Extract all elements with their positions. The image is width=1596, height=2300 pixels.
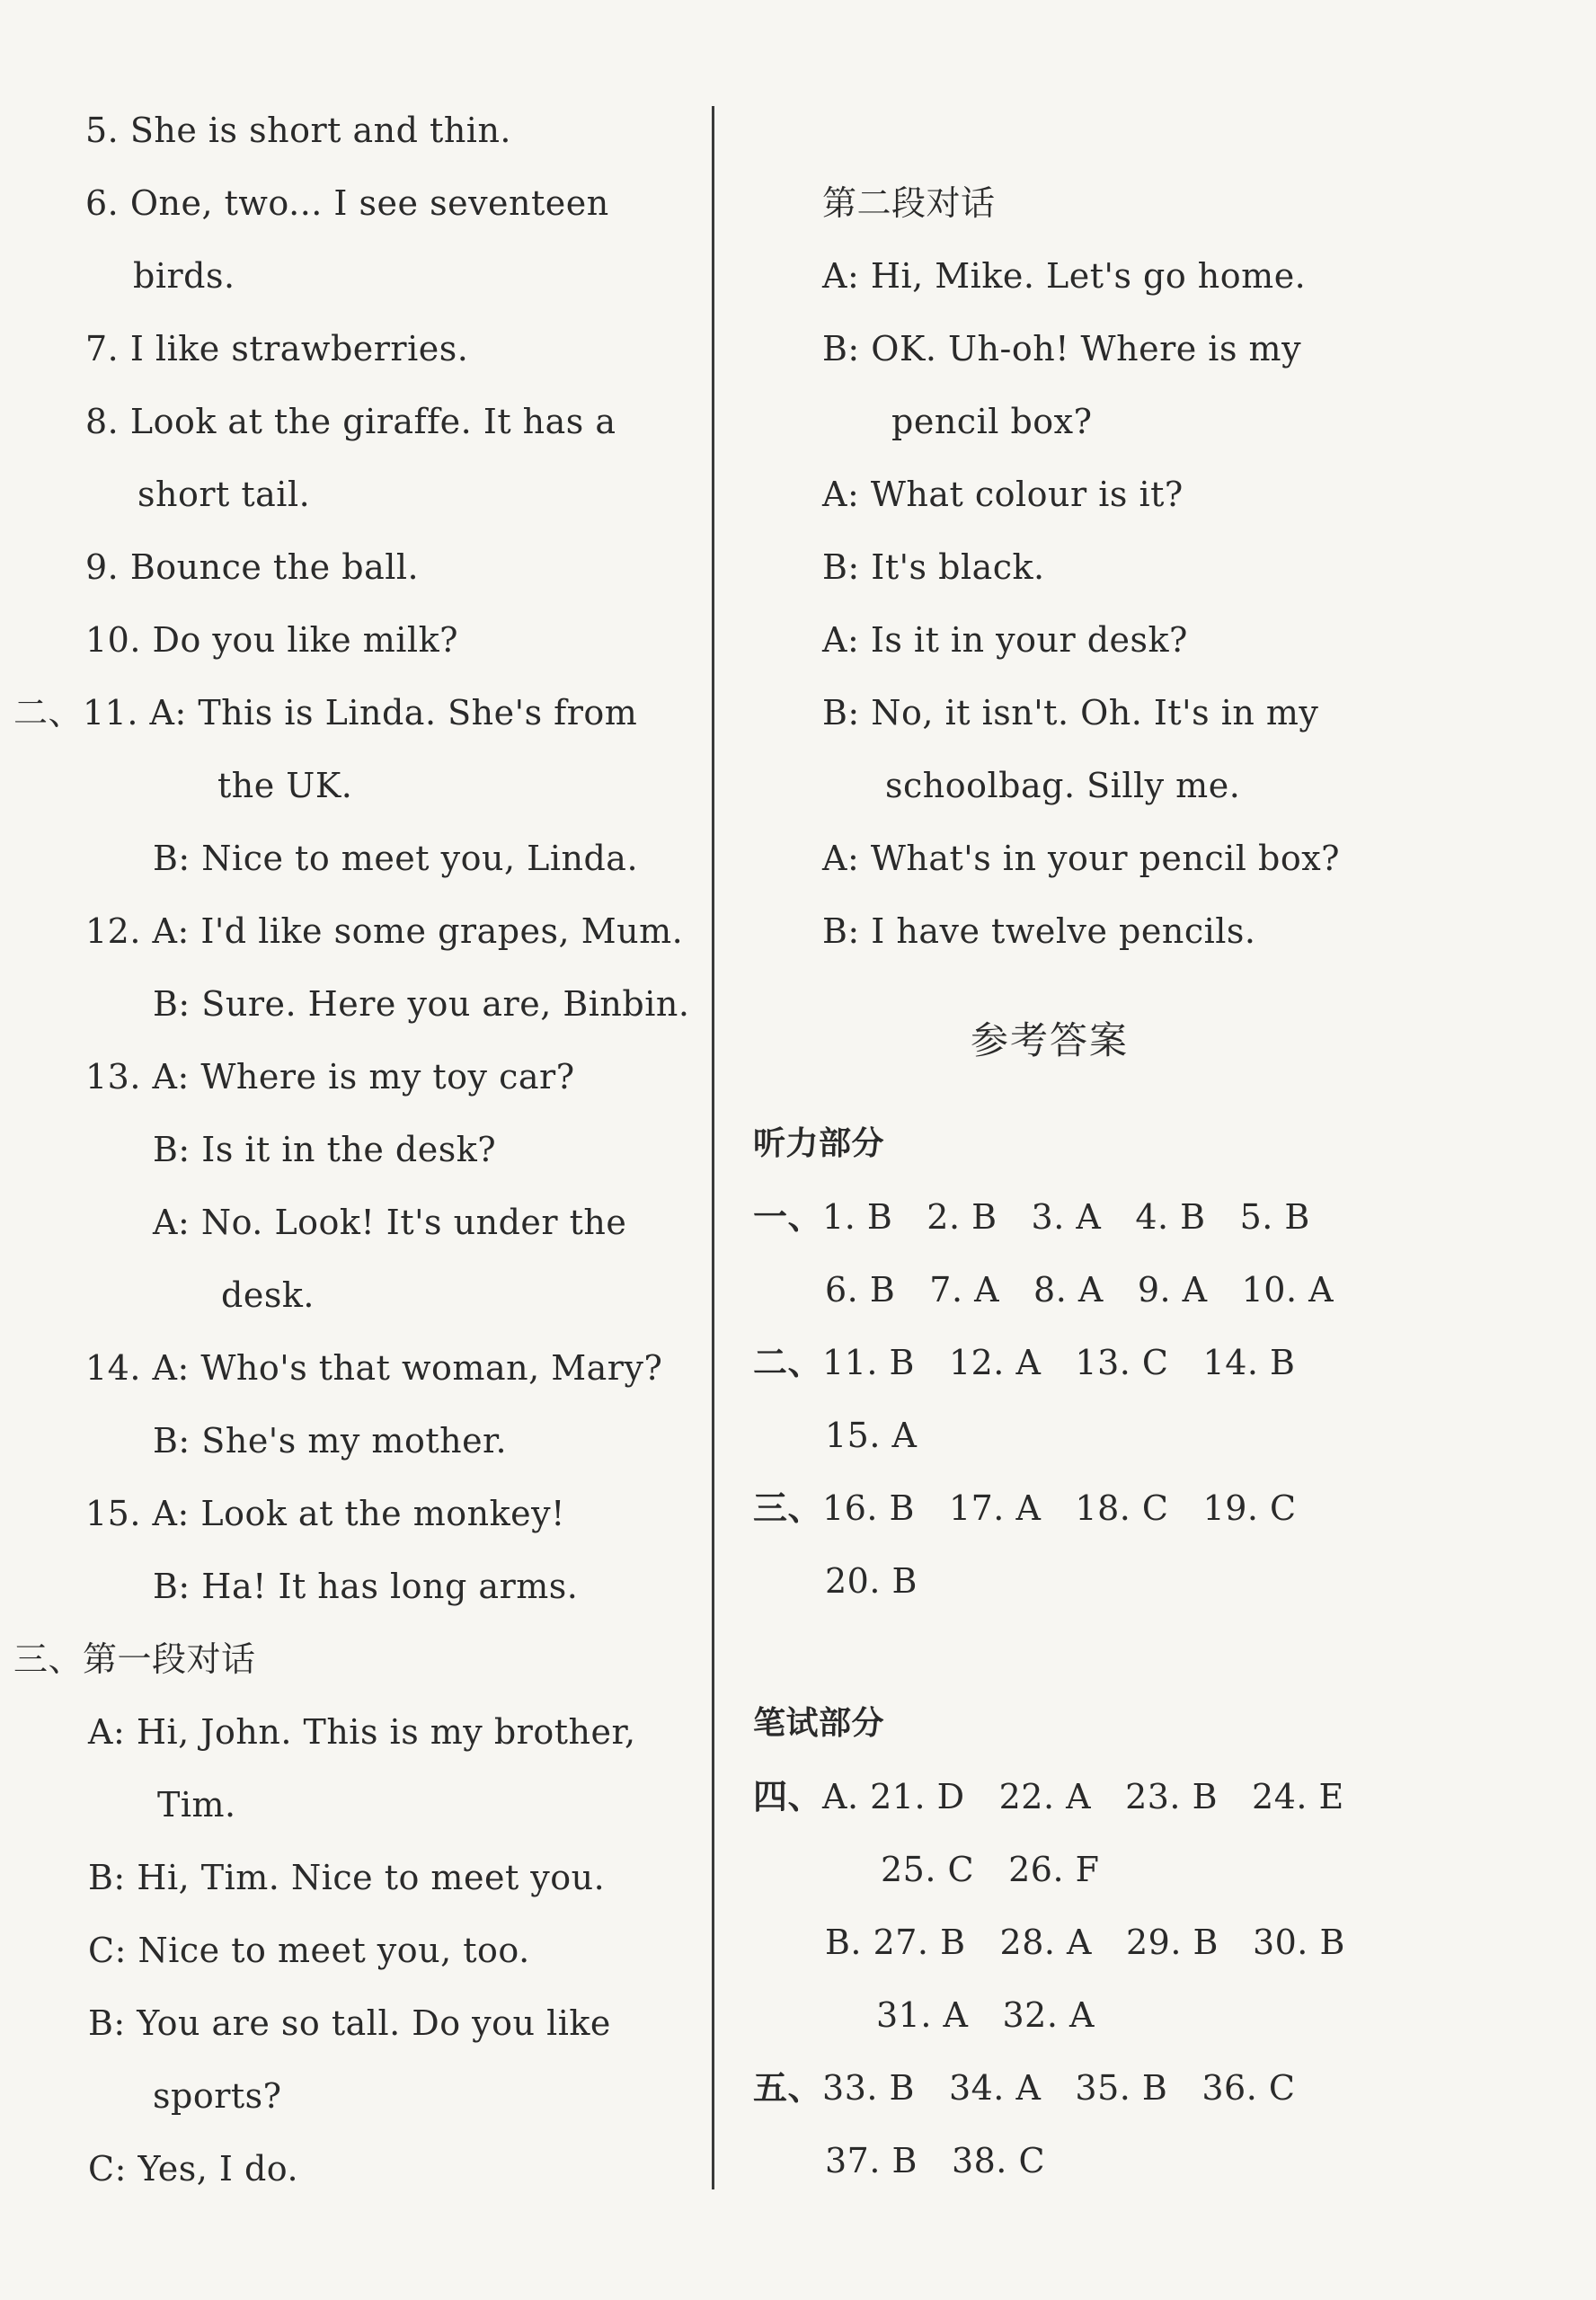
answer-item: 14. B — [1202, 1343, 1296, 1382]
transcript-line: B: Nice to meet you, Linda. — [153, 839, 639, 878]
transcript-line: desk. — [221, 1275, 315, 1315]
transcript-line: B: OK. Uh-oh! Where is my — [822, 329, 1302, 369]
transcript-line: B: Is it in the desk? — [153, 1130, 497, 1169]
transcript-line: 5. She is short and thin. — [85, 111, 511, 150]
answer-row — [753, 1774, 1379, 1819]
answer-item: 24. E — [1252, 1777, 1344, 1816]
transcript-line: 15. A: Look at the monkey! — [85, 1494, 565, 1533]
transcript-line: 6. One, two... I see seventeen — [85, 183, 609, 223]
section-heading: 第二段对话 — [822, 183, 996, 223]
transcript-line: birds. — [133, 256, 235, 296]
writing-heading: 笔试部分 — [753, 1705, 885, 1742]
transcript-line: schoolbag. Silly me. — [885, 766, 1241, 805]
section-number: 五、 — [753, 2068, 823, 2108]
transcript-line: B: She's my mother. — [153, 1421, 508, 1461]
answer-item: 37. B — [825, 2141, 918, 2180]
answer-row — [825, 2138, 1079, 2183]
answer-item: 9. A — [1137, 1270, 1208, 1310]
section-number: 一、 — [753, 1197, 823, 1237]
answer-item: 5. B — [1239, 1197, 1310, 1237]
answer-item: 36. C — [1201, 2068, 1296, 2108]
transcript-line: pencil box? — [891, 402, 1093, 441]
transcript-line: 9. Bounce the ball. — [85, 547, 420, 587]
transcript-line: A: What's in your pencil box? — [822, 839, 1341, 878]
answer-item: 12. A — [948, 1343, 1042, 1382]
answer-row — [825, 1413, 951, 1458]
transcript-line: 14. A: Who's that woman, Mary? — [85, 1348, 663, 1388]
answer-row — [753, 1486, 1331, 1531]
answer-item: 26. F — [1008, 1850, 1100, 1889]
transcript-line: 7. I like strawberries. — [85, 329, 469, 369]
transcript-line: B: Sure. Here you are, Binbin. — [153, 984, 690, 1024]
transcript-line: short tail. — [137, 475, 311, 514]
transcript-line: A: No. Look! It's under the — [153, 1203, 627, 1242]
answer-item: 28. A — [999, 1923, 1092, 1962]
section-heading: 三、第一段对话 — [13, 1639, 256, 1679]
answer-item: 30. B — [1252, 1923, 1345, 1962]
answer-item: 29. B — [1126, 1923, 1219, 1962]
transcript-line: 二、11. A: This is Linda. She's from — [13, 693, 638, 733]
answer-row — [825, 1920, 1379, 1965]
transcript-line: Tim. — [157, 1785, 236, 1825]
answer-item: 6. B — [825, 1270, 896, 1310]
answer-row — [881, 1847, 1133, 1892]
answer-row — [825, 1558, 952, 1603]
answer-item: 34. A — [948, 2068, 1042, 2108]
answer-item: 23. B — [1125, 1777, 1219, 1816]
answer-item: 38. C — [951, 2141, 1046, 2180]
transcript-line: B: No, it isn't. Oh. It's in my — [822, 693, 1319, 733]
answer-row — [753, 2065, 1329, 2110]
transcript-line: 8. Look at the giraffe. It has a — [85, 402, 616, 441]
section-number: 二、 — [753, 1343, 823, 1382]
answer-item: 31. A — [876, 1995, 969, 2035]
answer-key-title: 参考答案 — [971, 1018, 1130, 1062]
answer-item: 22. A — [998, 1777, 1092, 1816]
transcript-line: B: Hi, Tim. Nice to meet you. — [88, 1858, 606, 1897]
answer-item: 4. B — [1135, 1197, 1206, 1237]
transcript-line: C: Yes, I do. — [88, 2149, 299, 2189]
answer-item: 19. C — [1202, 1488, 1297, 1528]
answer-item: 17. A — [948, 1488, 1042, 1528]
listening-heading: 听力部分 — [753, 1125, 885, 1162]
answer-item: 7. A — [929, 1270, 1000, 1310]
transcript-line: A: Hi, Mike. Let's go home. — [822, 256, 1307, 296]
answer-row — [753, 1194, 1344, 1239]
transcript-line: A: Is it in your desk? — [822, 620, 1188, 660]
transcript-line: 10. Do you like milk? — [85, 620, 458, 660]
transcript-line: B: It's black. — [822, 547, 1045, 587]
answer-item: 3. A — [1031, 1197, 1102, 1237]
answer-item: 11. B — [822, 1343, 915, 1382]
answer-item: 13. C — [1075, 1343, 1169, 1382]
transcript-line: A: What colour is it? — [822, 475, 1184, 514]
answer-item: 16. B — [822, 1488, 915, 1528]
answer-item: 35. B — [1075, 2068, 1168, 2108]
answer-item: 10. A — [1241, 1270, 1334, 1310]
answer-item: 2. B — [927, 1197, 998, 1237]
transcript-line: B: Ha! It has long arms. — [153, 1567, 579, 1606]
answer-item: 25. C — [881, 1850, 975, 1889]
answer-item: 8. A — [1033, 1270, 1104, 1310]
transcript-line: A: Hi, John. This is my brother, — [88, 1712, 636, 1752]
answer-item: 33. B — [822, 2068, 915, 2108]
transcript-line: B: I have twelve pencils. — [822, 911, 1256, 951]
answer-row — [753, 1340, 1329, 1385]
answer-item: A. 21. D — [822, 1777, 965, 1816]
answer-row — [825, 1267, 1368, 1312]
transcript-line: the UK. — [217, 766, 353, 805]
answer-item: B. 27. B — [825, 1923, 966, 1962]
answer-item: 1. B — [822, 1197, 893, 1237]
transcript-line: 13. A: Where is my toy car? — [85, 1057, 575, 1097]
answer-item: 20. B — [825, 1561, 918, 1601]
answer-item: 15. A — [825, 1416, 918, 1455]
answer-row — [876, 1993, 1129, 2038]
answer-item: 18. C — [1075, 1488, 1169, 1528]
transcript-line: sports? — [153, 2076, 282, 2116]
answer-item: 32. A — [1002, 1995, 1095, 2035]
column-divider — [712, 106, 714, 2189]
transcript-line: 12. A: I'd like some grapes, Mum. — [85, 911, 684, 951]
section-number: 三、 — [753, 1488, 823, 1528]
section-number: 四、 — [753, 1777, 823, 1816]
transcript-line: B: You are so tall. Do you like — [88, 2003, 611, 2043]
transcript-line: C: Nice to meet you, too. — [88, 1931, 530, 1970]
